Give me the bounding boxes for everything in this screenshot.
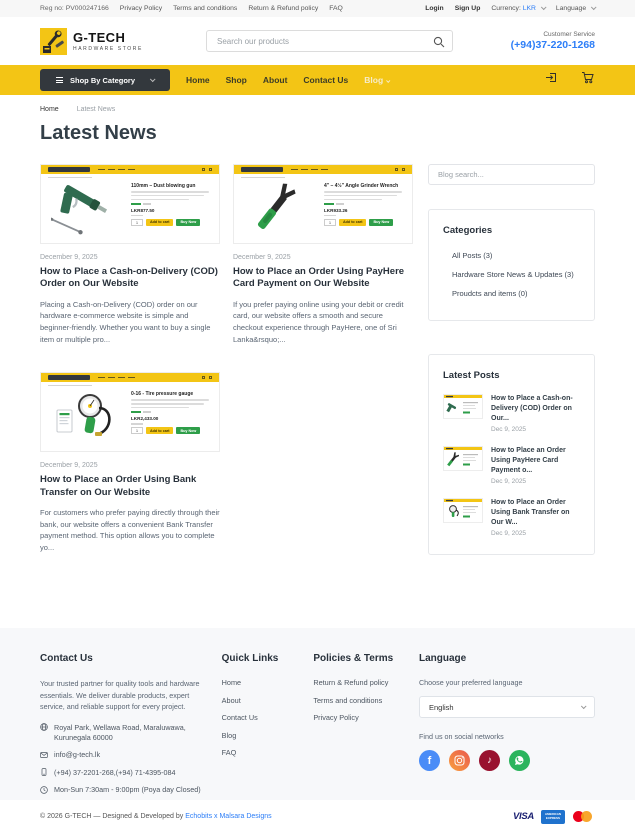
post-thumbnail-link[interactable] bbox=[40, 164, 220, 244]
nav-item-home[interactable]: Home bbox=[186, 75, 210, 85]
instagram-icon[interactable] bbox=[449, 750, 470, 771]
footer-link-refund-policy[interactable]: Return & Refund policy bbox=[313, 678, 389, 687]
main-content bbox=[0, 95, 635, 628]
developer-credit-link[interactable]: Echobits x Malsara Designs bbox=[185, 813, 272, 820]
latest-post-item[interactable] bbox=[443, 498, 580, 537]
facebook-icon[interactable]: f bbox=[419, 750, 440, 771]
mini-navbar bbox=[41, 373, 219, 382]
logo-title: G-TECH bbox=[73, 29, 126, 45]
categories-title: Categories bbox=[443, 225, 493, 236]
logo[interactable] bbox=[40, 28, 180, 55]
category-news-updates[interactable]: Hardware Store News & Updates (3) bbox=[452, 269, 574, 279]
mastercard-icon bbox=[572, 810, 595, 824]
post-title-link[interactable]: How to Place an Order Using Bank Transfer on Our Website bbox=[40, 474, 197, 498]
latest-post-thumbnail bbox=[443, 394, 483, 419]
payment-methods bbox=[513, 810, 595, 824]
product-photo-pressure-gauge bbox=[48, 389, 124, 447]
cart-icon[interactable] bbox=[581, 71, 595, 89]
post-date: December 9, 2025 bbox=[40, 254, 98, 261]
latest-posts-title: Latest Posts bbox=[443, 370, 500, 382]
mini-navbar bbox=[234, 165, 412, 174]
mini-product-page bbox=[41, 373, 219, 451]
post-title-link[interactable]: How to Place an Order Using PayHere Card Payment on Our Website bbox=[233, 266, 405, 290]
mini-add-to-cart-button: Add to cart bbox=[339, 219, 366, 226]
product-search bbox=[206, 30, 453, 52]
breadcrumb-home[interactable]: Home bbox=[40, 106, 59, 113]
blog-search-input[interactable] bbox=[428, 164, 595, 185]
category-products-items[interactable]: Proudcts and items (0) bbox=[452, 288, 528, 298]
mini-product-title: 110mm – Dust blowing gun bbox=[131, 183, 196, 189]
nav-item-contact[interactable]: Contact Us bbox=[303, 75, 349, 85]
chevron-down-icon bbox=[581, 703, 587, 709]
footer-link-faq[interactable]: FAQ bbox=[221, 748, 237, 757]
post-date: December 9, 2025 bbox=[233, 254, 291, 261]
logo-tools-icon bbox=[40, 28, 67, 55]
blog-search bbox=[428, 164, 595, 185]
language-select[interactable]: English bbox=[419, 696, 595, 718]
main-navbar bbox=[0, 65, 635, 95]
envelope-icon bbox=[40, 751, 48, 759]
language-selector[interactable]: Language bbox=[556, 5, 595, 12]
footer-hours: Mon-Sun 7:30am - 9:00pm (Poya day Closed) bbox=[40, 785, 208, 795]
chevron-down-icon bbox=[386, 79, 390, 83]
post-excerpt: Placing a Cash-on-Delivery (COD) order on our hardware e-commerce website is simple and beginner-friendly. Whether you want to buy a single item or multiple pro... bbox=[40, 299, 211, 344]
latest-post-title: How to Place an Order Using PayHere Card Payment o... bbox=[491, 447, 566, 474]
product-photo-blow-gun bbox=[48, 181, 124, 239]
post-thumbnail-link[interactable] bbox=[233, 164, 413, 244]
mini-product-price: LKR877.50 bbox=[131, 207, 155, 213]
globe-icon bbox=[40, 723, 48, 731]
login-icon[interactable] bbox=[545, 71, 558, 89]
latest-post-item[interactable] bbox=[443, 394, 580, 433]
footer-email[interactable]: info@g-tech.lk bbox=[40, 750, 208, 760]
customer-service-block bbox=[479, 31, 595, 51]
footer-link-home[interactable]: Home bbox=[221, 678, 242, 687]
chevron-down-icon bbox=[591, 4, 597, 10]
registration-number: Reg no: PV000247166 bbox=[40, 5, 109, 12]
post-excerpt: For customers who prefer paying directly through their bank, our website offers a convenient Bank Transfer payment method. This option allows you to complete yo... bbox=[40, 507, 220, 552]
mini-product-info: 0-16 - Tire pressure gauge LKR2,433.00 1 Add to cart Buy Now bbox=[124, 389, 212, 447]
mini-product-page bbox=[234, 165, 412, 243]
footer-link-blog[interactable]: Blog bbox=[221, 730, 237, 740]
nav-item-about[interactable]: About bbox=[262, 75, 288, 85]
search-icon[interactable] bbox=[433, 35, 445, 53]
footer-link-privacy[interactable]: Privacy Policy bbox=[313, 713, 359, 722]
mini-product-title: 4" – 4½" Angle Grinder Wrench bbox=[324, 183, 399, 189]
breadcrumb bbox=[40, 106, 595, 113]
latest-post-thumbnail bbox=[443, 446, 483, 471]
amex-icon: AMERICAN EXPRESS bbox=[541, 810, 565, 824]
footer-phones[interactable]: (+94) 37-2201-268,(+94) 71-4395-084 bbox=[40, 768, 208, 778]
mini-product-price: LKR933.26 bbox=[324, 207, 348, 213]
post-thumbnail-link[interactable] bbox=[40, 372, 220, 452]
breadcrumb-current: Latest News bbox=[76, 106, 116, 113]
visa-icon: VISA bbox=[513, 811, 534, 822]
currency-selector[interactable]: Currency: LKR bbox=[491, 5, 544, 12]
latest-posts-box bbox=[428, 354, 595, 555]
mini-product-info: 110mm – Dust blowing gun LKR877.50 1 Add to cart Buy Now bbox=[124, 181, 212, 239]
post-title-link[interactable]: How to Place a Cash-on-Delivery (COD) Order on Our Website bbox=[40, 266, 218, 290]
mini-product-page bbox=[41, 165, 219, 243]
footer-address: Royal Park, Wellawa Road, Maraluwawa, Kurunegala 60000 bbox=[40, 723, 208, 744]
nav-action-icons bbox=[545, 71, 595, 89]
footer-language-column: Language Choose your preferred language English Find us on social networks f ♪ bbox=[419, 653, 595, 800]
nav-item-shop[interactable]: Shop bbox=[225, 75, 247, 85]
mini-buy-now-button: Buy Now bbox=[176, 427, 200, 434]
footer-link-contact[interactable]: Contact Us bbox=[221, 713, 258, 722]
tiktok-icon[interactable]: ♪ bbox=[479, 750, 500, 771]
login-link[interactable]: Login bbox=[425, 5, 444, 12]
mini-add-to-cart-button: Add to cart bbox=[146, 427, 173, 434]
latest-post-thumbnail bbox=[443, 498, 483, 523]
nav-links bbox=[186, 75, 389, 85]
topbar-link-refund[interactable]: Return & Refund policy bbox=[248, 5, 319, 12]
social-links bbox=[419, 750, 595, 771]
site-footer bbox=[0, 628, 635, 800]
latest-post-date: Dec 9, 2025 bbox=[491, 478, 527, 486]
search-input[interactable] bbox=[206, 30, 453, 52]
footer-contact-column bbox=[40, 653, 208, 800]
phone-icon bbox=[40, 768, 48, 776]
customer-service-label: Customer Service bbox=[543, 31, 595, 38]
footer-policies-column: Policies & Terms Return & Refund policy Terms and conditions Privacy Policy bbox=[313, 653, 405, 800]
mini-product-price: LKR2,433.00 bbox=[131, 415, 159, 421]
mini-buy-now-button: Buy Now bbox=[369, 219, 393, 226]
mini-add-to-cart-button: Add to cart bbox=[146, 219, 173, 226]
latest-post-item[interactable] bbox=[443, 446, 580, 485]
posts-grid bbox=[40, 164, 413, 555]
clock-icon bbox=[40, 786, 48, 794]
latest-post-date: Dec 9, 2025 bbox=[491, 426, 527, 434]
mini-buy-now-button: Buy Now bbox=[176, 219, 200, 226]
social-hint: Find us on social networks bbox=[418, 732, 504, 741]
shop-by-category-button[interactable]: Shop By Category bbox=[40, 69, 170, 91]
footer-link-terms[interactable]: Terms and conditions bbox=[313, 695, 383, 705]
topbar-link-faq[interactable]: FAQ bbox=[329, 5, 343, 12]
logo-subtitle: HARDWARE STORE bbox=[73, 45, 143, 52]
site-header bbox=[0, 17, 635, 65]
footer-contact-title: Contact Us bbox=[40, 653, 93, 664]
latest-post-date: Dec 9, 2025 bbox=[491, 530, 527, 538]
chevron-down-icon bbox=[150, 76, 156, 82]
copyright: © 2026 G-TECH — Designed & Developed by bbox=[40, 813, 184, 820]
mini-product-title: 0-16 - Tire pressure gauge bbox=[131, 391, 194, 398]
latest-post-title: How to Place a Cash-on-Delivery (COD) Order on Our... bbox=[491, 395, 573, 422]
page-title: Latest News bbox=[40, 122, 157, 144]
latest-post-title: How to Place an Order Using Bank Transfer on Our W... bbox=[491, 499, 570, 526]
post-excerpt: If you prefer paying online using your debit or credit card, our website offers a smooth and secure checkout experience through PayHere, one of Sri Lanka&rsquo;... bbox=[233, 299, 404, 344]
chevron-down-icon bbox=[541, 4, 547, 10]
footer-contact-blurb: Your trusted partner for quality tools and hardware essentials. We deliver durable products, expert service, and reliable support for every project. bbox=[40, 679, 200, 712]
signup-link[interactable]: Sign Up bbox=[454, 5, 481, 12]
footer-link-about[interactable]: About bbox=[221, 695, 241, 705]
top-utility-bar bbox=[0, 0, 635, 17]
logo-text bbox=[73, 31, 143, 52]
product-photo-wrench bbox=[241, 181, 317, 239]
bottom-bar bbox=[0, 800, 635, 833]
language-hint: Choose your preferred language bbox=[418, 678, 523, 687]
post-card-bank-transfer bbox=[40, 372, 220, 553]
whatsapp-icon[interactable] bbox=[509, 750, 530, 771]
nav-item-blog[interactable]: Blog bbox=[364, 75, 389, 85]
hamburger-icon bbox=[56, 77, 63, 83]
post-card-cod bbox=[40, 164, 220, 345]
post-date: December 9, 2025 bbox=[40, 462, 98, 470]
categories-box bbox=[428, 209, 595, 321]
blog-sidebar bbox=[428, 164, 595, 555]
topbar-link-privacy[interactable]: Privacy Policy bbox=[119, 5, 163, 12]
topbar-link-terms[interactable]: Terms and conditions bbox=[173, 5, 238, 12]
mini-product-info: 4" – 4½" Angle Grinder Wrench LKR933.26 1 Add to cart Buy Now bbox=[317, 181, 405, 239]
customer-service-phone[interactable]: (+94)37-220-1268 bbox=[510, 39, 595, 51]
post-card-payhere bbox=[233, 164, 413, 345]
category-all-posts[interactable]: All Posts (3) bbox=[452, 250, 493, 260]
footer-quicklinks-column: Quick Links Home About Contact Us Blog FAQ bbox=[222, 653, 300, 800]
mini-navbar bbox=[41, 165, 219, 174]
